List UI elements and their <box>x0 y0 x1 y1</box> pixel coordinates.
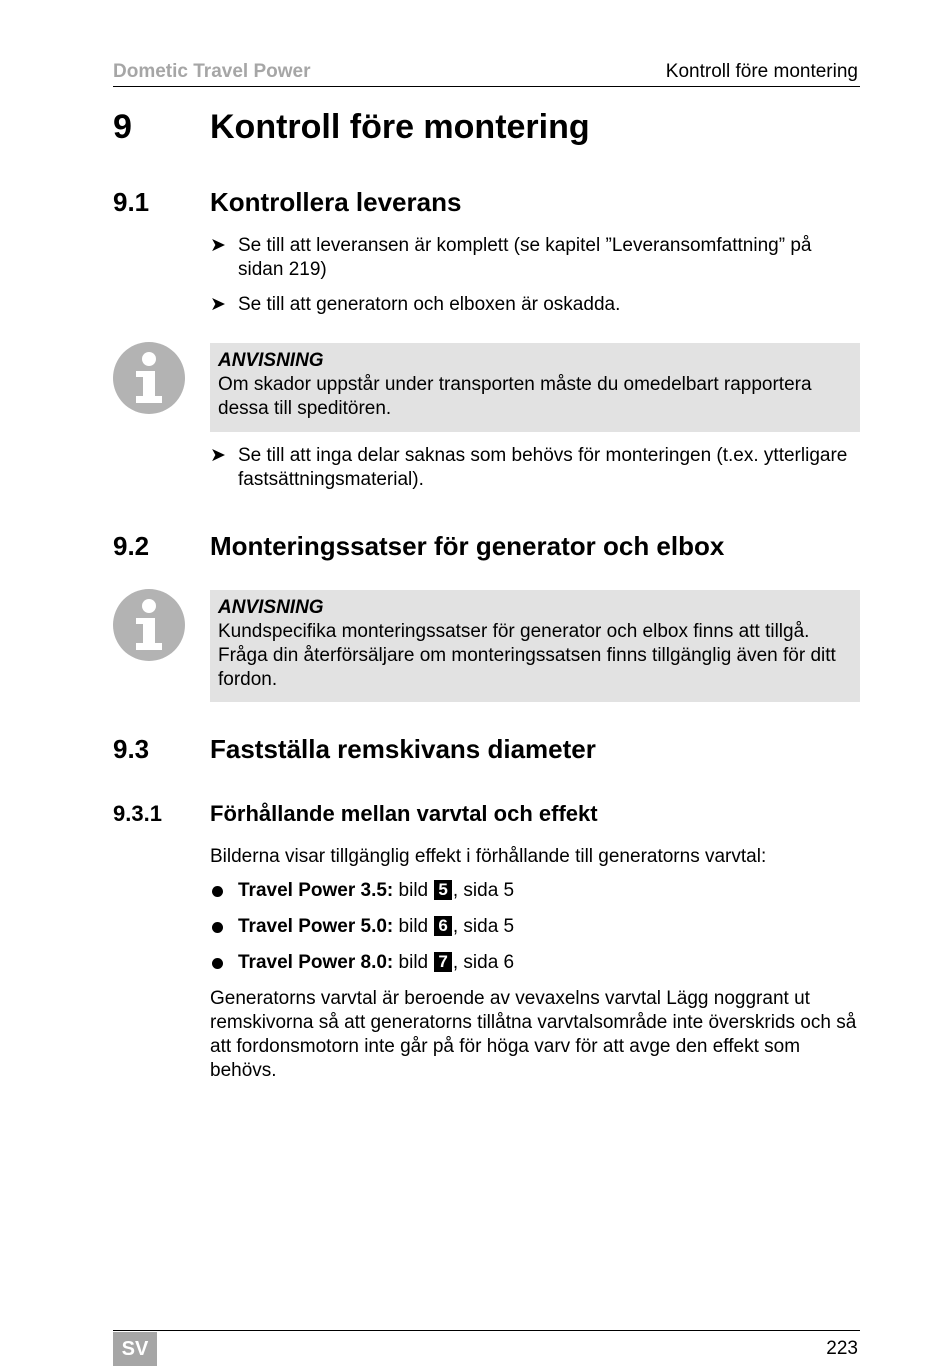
step-item <box>210 234 860 282</box>
language-badge: SV <box>113 1332 157 1366</box>
bullet-icon <box>212 886 223 897</box>
info-icon <box>113 342 185 414</box>
running-header-chapter: Kontroll före montering <box>665 61 858 82</box>
note-title: ANVISNING <box>218 350 324 371</box>
list-item <box>210 951 860 975</box>
step-item <box>210 444 860 492</box>
chapter-title: Kontroll före montering <box>210 108 590 146</box>
section-title-9-1: Kontrollera leverans <box>210 187 462 217</box>
step-text: Se till att generatorn och elboxen är oskadda. <box>238 294 621 315</box>
closing-paragraph: Generatorns varvtal är beroende av vevaxelns varvtal Lägg noggrant ut remskivorna så att generatorns tillåtna varvtalsområde inte överskrids och så att fordonsmotorn inte går på för höga varv för att avge den effekt som behövs. <box>210 988 857 1081</box>
figure-word: bild <box>398 916 429 937</box>
section-number-9-3-1: 9.3.1 <box>113 801 162 826</box>
figure-number-badge: 5 <box>434 880 451 900</box>
note-box <box>210 590 860 702</box>
list-item <box>210 879 860 903</box>
step-arrow-icon: ➤ <box>210 235 226 256</box>
chapter-number: 9 <box>113 108 132 146</box>
list-item <box>210 915 860 939</box>
step-arrow-icon: ➤ <box>210 445 226 466</box>
model-name: Travel Power 5.0: <box>238 916 394 937</box>
step-item <box>210 293 860 317</box>
figure-word: bild <box>398 880 429 901</box>
section-title-9-2: Monteringssatser för generator och elbox <box>210 531 725 561</box>
section-number-9-2: 9.2 <box>113 531 150 561</box>
note-title: ANVISNING <box>218 597 324 618</box>
note-text: Kundspecifika monteringssatser för generator och elbox finns att tillgå. Fråga din återförsäljare om monteringssatsen finns tillgänglig även för ditt fordon. <box>218 621 836 690</box>
page-number: 223 <box>826 1338 858 1359</box>
page-reference: , sida 6 <box>452 952 515 973</box>
step-text: Se till att inga delar saknas som behövs för monteringen (t.ex. ytterligare fastsättningsmaterial). <box>238 445 848 490</box>
info-icon <box>113 589 185 661</box>
running-header-brand: Dometic Travel Power <box>113 61 311 82</box>
section-number-9-1: 9.1 <box>113 187 150 217</box>
note-box <box>210 343 860 432</box>
page-reference: , sida 5 <box>452 916 515 937</box>
section-number-9-3: 9.3 <box>113 734 150 764</box>
figure-number-badge: 7 <box>434 952 451 972</box>
bullet-icon <box>212 922 223 933</box>
step-text: Se till att leveransen är komplett (se kapitel ”Leveransomfattning” på sidan 219) <box>238 235 812 280</box>
bullet-icon <box>212 958 223 969</box>
model-name: Travel Power 8.0: <box>238 952 394 973</box>
figure-word: bild <box>398 952 429 973</box>
figure-number-badge: 6 <box>434 916 451 936</box>
section-title-9-3: Fastställa remskivans diameter <box>210 734 596 764</box>
intro-paragraph: Bilderna visar tillgänglig effekt i förhållande till generatorns varvtal: <box>210 846 767 867</box>
section-title-9-3-1: Förhållande mellan varvtal och effekt <box>210 801 598 826</box>
footer-divider <box>113 1330 860 1331</box>
note-text: Om skador uppstår under transporten måste du omedelbart rapportera dessa till speditören. <box>218 374 812 419</box>
page-reference: , sida 5 <box>452 880 515 901</box>
model-name: Travel Power 3.5: <box>238 880 394 901</box>
header-divider <box>113 86 860 87</box>
step-arrow-icon: ➤ <box>210 294 226 315</box>
